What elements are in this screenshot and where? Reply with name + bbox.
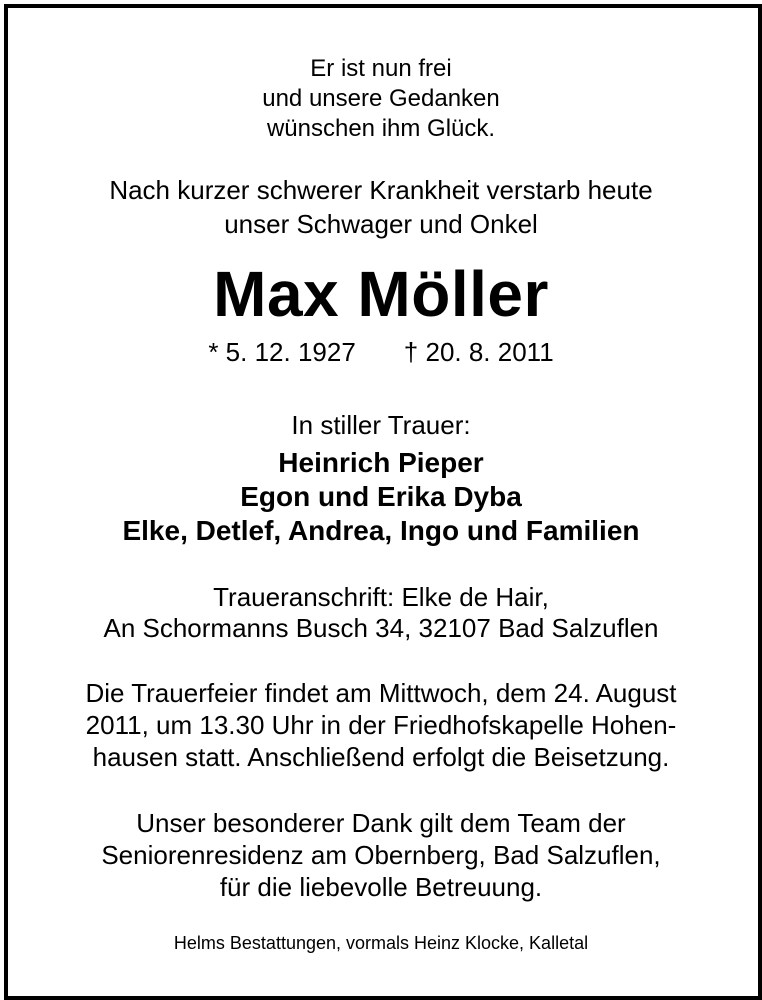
motto-line-2: und unsere Gedanken [262, 85, 500, 112]
life-dates [0, 339, 762, 365]
ceremony-line-1: Die Trauerfeier findet am Mittwoch, dem 24. August [85, 678, 677, 708]
address-line-1: Traueranschrift: Elke de Hair, [213, 582, 549, 612]
deceased-name: Max Möller [213, 258, 549, 330]
motto-line-1: Er ist nun frei [310, 55, 452, 82]
address-line-2: An Schormanns Busch 34, 32107 Bad Salzuflen [103, 613, 659, 643]
birth-date: * 5. 12. 1927 [208, 337, 356, 367]
mourner-2: Egon und Erika Dyba [240, 481, 522, 512]
thanks-line-2: Seniorenresidenz am Obernberg, Bad Salzuflen, [101, 840, 661, 870]
ceremony-line-2: 2011, um 13.30 Uhr in der Friedhofskapelle Hohen- [85, 710, 677, 740]
thanks-line-3: für die liebevolle Betreuung. [219, 872, 543, 902]
mourners-label: In stiller Trauer: [291, 410, 471, 440]
mourner-3: Elke, Detlef, Andrea, Ingo und Familien [122, 515, 640, 546]
intro-line-2: unser Schwager und Onkel [224, 209, 538, 239]
ceremony-line-3: hausen statt. Anschließend erfolgt die Beisetzung. [92, 742, 670, 772]
mourner-1: Heinrich Pieper [278, 447, 484, 478]
thanks-line-1: Unser besonderer Dank gilt dem Team der [136, 808, 626, 838]
motto-line-3: wünschen ihm Glück. [266, 115, 496, 142]
death-date: † 20. 8. 2011 [403, 337, 554, 367]
funeral-home-footer: Helms Bestattungen, vormals Heinz Klocke, Kalletal [173, 933, 589, 953]
intro-line-1: Nach kurzer schwerer Krankheit verstarb heute [109, 175, 653, 205]
